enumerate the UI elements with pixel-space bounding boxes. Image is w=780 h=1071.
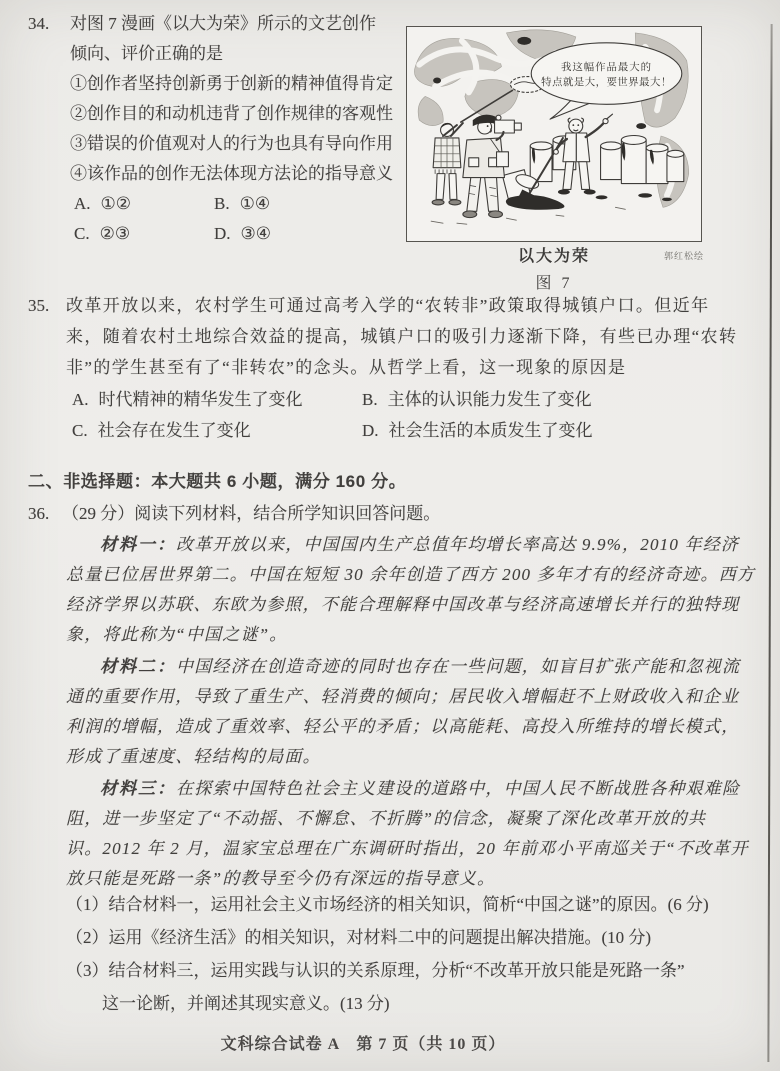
q36-material2-line-2: 通的重要作用，导致了重生产、轻消费的倾向；居民收入增幅赶不上财政收入和企业 <box>66 687 740 706</box>
q34-option-b <box>214 192 270 215</box>
q36-subq2-num: （2） <box>66 928 109 947</box>
q34-item-2: ②创作目的和动机违背了创作规律的客观性 <box>70 104 393 123</box>
q34-item-3: ③错误的价值观对人的行为也具有导向作用 <box>70 134 393 153</box>
q36-material2-line-4: 形成了重速度、轻结构的局面。 <box>66 747 321 766</box>
q36-material2-line-1 <box>100 655 740 678</box>
q36-material3-line-2: 阻，进一步坚定了“不动摇、不懈怠、不折腾”的信念，凝聚了深化改革开放的共 <box>66 809 707 828</box>
q36-material3-label: 材料三： <box>100 779 176 798</box>
figure7-label: 图 7 <box>535 275 573 292</box>
q36-material1-line-1 <box>100 533 739 556</box>
q34-item-4: ④该作品的创作无法体现方法论的指导意义 <box>70 164 393 183</box>
q34-option-b-text: ①④ <box>239 194 271 213</box>
q35-number: 35. <box>28 296 50 315</box>
q35-option-a-label: A. <box>72 390 89 409</box>
cartoon-svg <box>407 27 701 241</box>
q34-line-1: 对图 7 漫画《以大为荣》所示的文艺创作 <box>70 14 376 33</box>
q34-option-d-text: ③④ <box>240 224 272 243</box>
q36-subq1-num: （1） <box>66 895 109 914</box>
q35-option-b-text: 主体的认识能力发生了变化 <box>387 390 592 409</box>
q36-material3-line-3: 识。2012 年 2 月，温家宝总理在广东调研时指出，20 年前邓小平南巡关于“不改革开 <box>66 839 749 858</box>
figure7-cartoon <box>406 26 702 242</box>
q35-option-d-label: D. <box>362 421 379 440</box>
q36-material1-first: 改革开放以来，中国国内生产总值年均增长率高达 9.9%，2010 年经济 <box>176 535 740 554</box>
figure7-artist-credit: 郭红松绘 <box>664 251 705 261</box>
figure7-caption: 以大为荣 <box>517 248 590 265</box>
q35-line-3: 非”的学生甚至有了“非转农”的念头。从哲学上看，这一现象的原因是 <box>66 358 627 377</box>
q36-material2-label: 材料二： <box>100 657 176 676</box>
q34-option-a-label: A. <box>74 194 91 213</box>
q36-subq2-text: 运用《经济生活》的相关知识，对材料二中的问题提出解决措施。(10 分) <box>108 928 652 947</box>
q34-option-c <box>74 222 130 245</box>
q35-option-d <box>362 419 593 442</box>
q34-item-1: ①创作者坚持创新勇于创新的精神值得肯定 <box>70 74 393 93</box>
q36-subq3-num: （3） <box>66 961 109 980</box>
q34-option-c-label: C. <box>74 224 90 243</box>
bubble-text-line2: 特点就是大，要世界最大！ <box>541 77 672 89</box>
q36-material2-line-3: 利润的增幅，造成了重效率、轻公平的矛盾；以高能耗、高投入所维持的增长模式， <box>66 717 740 736</box>
q36-subq2 <box>66 926 651 949</box>
q36-material1-line-3: 经济学界以苏联、东欧为参照，不能合理解释中国改革与经济高速增长并行的独特现 <box>66 595 740 614</box>
q35-line-1: 改革开放以来，农村学生可通过高考入学的“农转非”政策取得城镇户口。但近年 <box>66 296 710 315</box>
q36-material2-first: 中国经济在创造奇迹的同时也存在一些问题，如盲目扩张产能和忽视流 <box>176 657 741 676</box>
q36-subq3-text: 结合材料三，运用实践与认识的关系原理，分析“不改革开放只能是死路一条” <box>108 961 685 980</box>
q36-material3-line-1 <box>100 777 740 800</box>
page-footer: 文科综合试卷 A 第 7 页（共 10 页） <box>220 1036 506 1053</box>
scan-artifact-line <box>767 24 772 1062</box>
q35-option-c-label: C. <box>72 421 88 440</box>
q36-number: 36. <box>28 504 50 523</box>
q35-option-a <box>72 388 303 411</box>
q34-option-d-label: D. <box>214 224 231 243</box>
bubble-text-line1: 我这幅作品最大的 <box>560 62 653 74</box>
q35-option-b <box>362 388 592 411</box>
q34-option-c-text: ②③ <box>99 224 131 243</box>
q36-material3-first: 在探索中国特色社会主义建设的道路中，中国人民不断战胜各种艰难险 <box>176 779 741 798</box>
q35-option-a-text: 时代精神的精华发生了变化 <box>98 390 303 409</box>
q36-subq1-text: 结合材料一，运用社会主义市场经济的相关知识，简析“中国之谜”的原因。(6 分) <box>108 895 709 914</box>
q36-intro: （29 分）阅读下列材料，结合所学知识回答问题。 <box>62 504 441 523</box>
q34-option-d <box>214 222 271 245</box>
q35-option-d-text: 社会生活的本质发生了变化 <box>388 421 593 440</box>
q36-subq3-line-1 <box>66 959 685 982</box>
q35-option-c <box>72 419 251 442</box>
q34-option-a-text: ①② <box>100 194 132 213</box>
q34-option-b-label: B. <box>214 194 230 213</box>
q34-option-a <box>74 192 131 215</box>
q34-number: 34. <box>28 14 50 33</box>
q36-material1-label: 材料一： <box>100 535 176 554</box>
q36-subq3-line-2: 这一论断，并阐述其现实意义。(13 分) <box>102 994 390 1013</box>
q36-material1-line-4: 象，将此称为“中国之谜”。 <box>66 625 288 644</box>
q35-line-2: 来，随着农村土地综合效益的提高，城镇户口的吸引力逐渐下降，有些已办理“农转 <box>66 327 738 346</box>
q36-subq1 <box>66 893 709 916</box>
q35-option-c-text: 社会存在发生了变化 <box>97 421 251 440</box>
section2-heading: 二、非选择题：本大题共 6 小题，满分 160 分。 <box>28 472 407 491</box>
q35-option-b-label: B. <box>362 390 378 409</box>
q36-material1-line-2: 总量已位居世界第二。中国在短短 30 余年创造了西方 200 多年才有的经济奇迹。西方 <box>66 565 756 584</box>
q36-material3-line-4: 放只能是死路一条”的教导至今仍有深远的指导意义。 <box>66 869 496 888</box>
q34-line-2: 倾向、评价正确的是 <box>70 44 223 63</box>
